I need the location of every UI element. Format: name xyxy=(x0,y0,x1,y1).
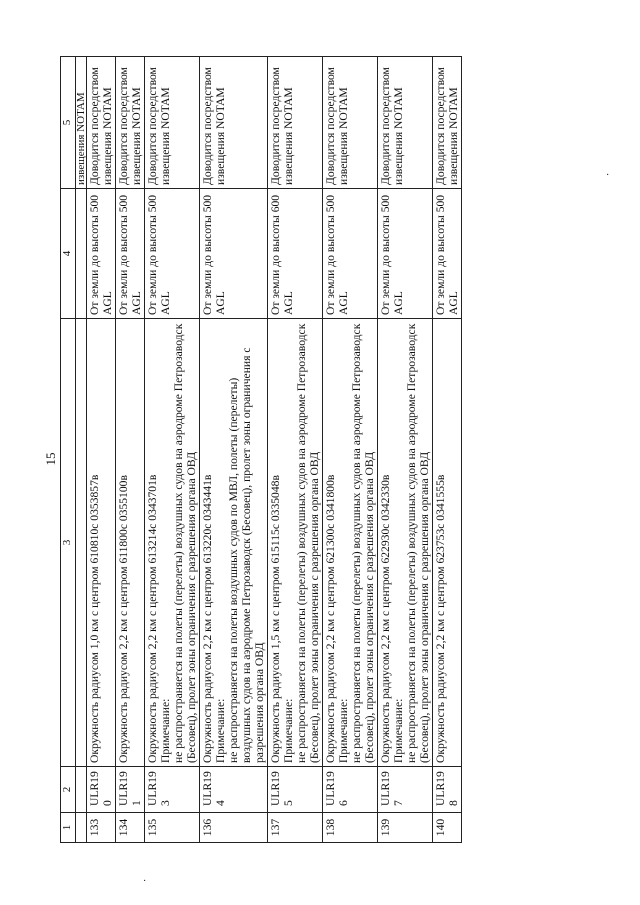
note-text: не распространяется на полеты (перелеты) воздушных судов на аэродроме Петрозаводск (Бесовец), пролет зоны ограничения с разрешения органа ОВД xyxy=(350,323,376,763)
notam-notice: Доводится посредством извещения NOTAM xyxy=(145,57,200,189)
row-number: 136 xyxy=(200,813,268,843)
notam-notice: Доводится посредством извещения NOTAM xyxy=(378,57,433,189)
empty-cell xyxy=(76,319,87,767)
zone-description xyxy=(323,319,378,767)
note-label: Примечание: xyxy=(282,698,295,763)
zone-geometry: Окружность радиусом 2,2 км с центром 622930с 0342330в xyxy=(379,474,392,763)
zone-code: ULR194 xyxy=(200,767,268,813)
table-row xyxy=(87,57,116,843)
row-number: 140 xyxy=(433,813,462,843)
column-number: 4 xyxy=(61,189,76,319)
column-number: 2 xyxy=(61,767,76,813)
zone-code: ULR197 xyxy=(378,767,433,813)
table-row xyxy=(323,57,378,843)
altitude-limits: От земли до высоты 500 AGL xyxy=(116,189,145,319)
zone-description xyxy=(116,319,145,767)
zone-geometry: Окружность радиусом 1,5 км с центром 615115с 0335048в xyxy=(269,475,282,763)
page-number: 15 xyxy=(43,452,58,466)
zone-description xyxy=(433,319,462,767)
notam-notice: Доводится посредством извещения NOTAM xyxy=(200,57,268,189)
note-label: Примечание: xyxy=(392,698,405,763)
altitude-limits: От земли до высоты 600 AGL xyxy=(268,189,323,319)
rotated-table-container xyxy=(60,57,605,843)
table-row xyxy=(116,57,145,843)
zone-code: ULR191 xyxy=(116,767,145,813)
table-row xyxy=(268,57,323,843)
zone-description xyxy=(87,319,116,767)
notam-notice: Доводится посредством извещения NOTAM xyxy=(433,57,462,189)
altitude-limits: От земли до высоты 500 AGL xyxy=(433,189,462,319)
zone-geometry: Окружность радиусом 2,2 км с центром 623753с 0341555в xyxy=(434,474,447,763)
zone-code: ULR198 xyxy=(433,767,462,813)
notam-notice: Доводится посредством извещения NOTAM xyxy=(268,57,323,189)
row-number: 135 xyxy=(145,813,200,843)
zone-geometry: Окружность радиусом 2,2 км с центром 613214с 0343701в xyxy=(146,474,159,763)
zone-description xyxy=(145,319,200,767)
altitude-limits: От земли до высоты 500 AGL xyxy=(378,189,433,319)
note-text: не распространяется на полеты (перелеты) воздушных судов на аэродроме Петрозаводск (Бесовец), пролет зоны ограничения с разрешения органа ОВД xyxy=(405,323,431,763)
row-number: 134 xyxy=(116,813,145,843)
zone-code: ULR196 xyxy=(323,767,378,813)
altitude-limits: От земли до высоты 500 AGL xyxy=(200,189,268,319)
restricted-zones-table xyxy=(60,56,462,843)
altitude-limits: От земли до высоты 500 AGL xyxy=(145,189,200,319)
zone-description xyxy=(268,319,323,767)
zone-geometry: Окружность радиусом 2,2 км с центром 613220с 0343441в xyxy=(201,474,214,763)
empty-cell xyxy=(76,767,87,813)
altitude-limits: От земли до высоты 500 AGL xyxy=(323,189,378,319)
zone-geometry: Окружность радиусом 2,2 км с центром 621300с 0341800в xyxy=(324,474,337,763)
zone-description xyxy=(200,319,268,767)
row-number: 139 xyxy=(378,813,433,843)
table-row xyxy=(378,57,433,843)
zone-code: ULR195 xyxy=(268,767,323,813)
row-number: 137 xyxy=(268,813,323,843)
column-number: 3 xyxy=(61,319,76,767)
row-number: 133 xyxy=(87,813,116,843)
zone-geometry: Окружность радиусом 2,2 км с центром 611800с 0355100в xyxy=(117,475,130,763)
column-number: 5 xyxy=(61,57,76,189)
continued-notam-text: извещения NOTAM xyxy=(76,57,87,189)
zone-code: ULR193 xyxy=(145,767,200,813)
scan-mark-dot: · xyxy=(606,170,610,181)
note-text: не распространяется на полеты (перелеты) воздушных судов на аэродроме Петрозаводск (Бесовец), пролет зоны ограничения с разрешения органа ОВД xyxy=(295,323,321,763)
altitude-limits: От земли до высоты 500 AGL xyxy=(87,189,116,319)
note-label: Примечание: xyxy=(214,698,227,763)
table-row xyxy=(200,57,268,843)
empty-cell xyxy=(76,189,87,319)
note-text: не распространяется на полеты воздушных судов по МВЛ, полеты (перелеты) воздушных судов на аэродроме Петрозаводск (Бесовец), пролет зоны ограничения с разрешения органа ОВД xyxy=(227,347,266,763)
table-row xyxy=(145,57,200,843)
continuation-row xyxy=(76,57,87,843)
table-row xyxy=(433,57,462,843)
scan-mark-dot: · xyxy=(143,876,147,887)
notam-notice: Доводится посредством извещения NOTAM xyxy=(116,57,145,189)
note-label: Примечание: xyxy=(159,698,172,763)
zone-geometry: Окружность радиусом 1,0 км с центром 610810с 0353857в xyxy=(88,474,101,763)
zone-code: ULR190 xyxy=(87,767,116,813)
row-number: 138 xyxy=(323,813,378,843)
notam-notice: Доводится посредством извещения NOTAM xyxy=(87,57,116,189)
notam-notice: Доводится посредством извещения NOTAM xyxy=(323,57,378,189)
column-number-row xyxy=(61,57,76,843)
empty-cell xyxy=(76,813,87,843)
note-text: не распространяется на полеты (перелеты) воздушных судов на аэродроме Петрозаводск (Бесовец), пролет зоны ограничения с разрешения органа ОВД xyxy=(172,323,198,763)
zone-description xyxy=(378,319,433,767)
note-label: Примечание: xyxy=(337,698,350,763)
column-number: 1 xyxy=(61,813,76,843)
